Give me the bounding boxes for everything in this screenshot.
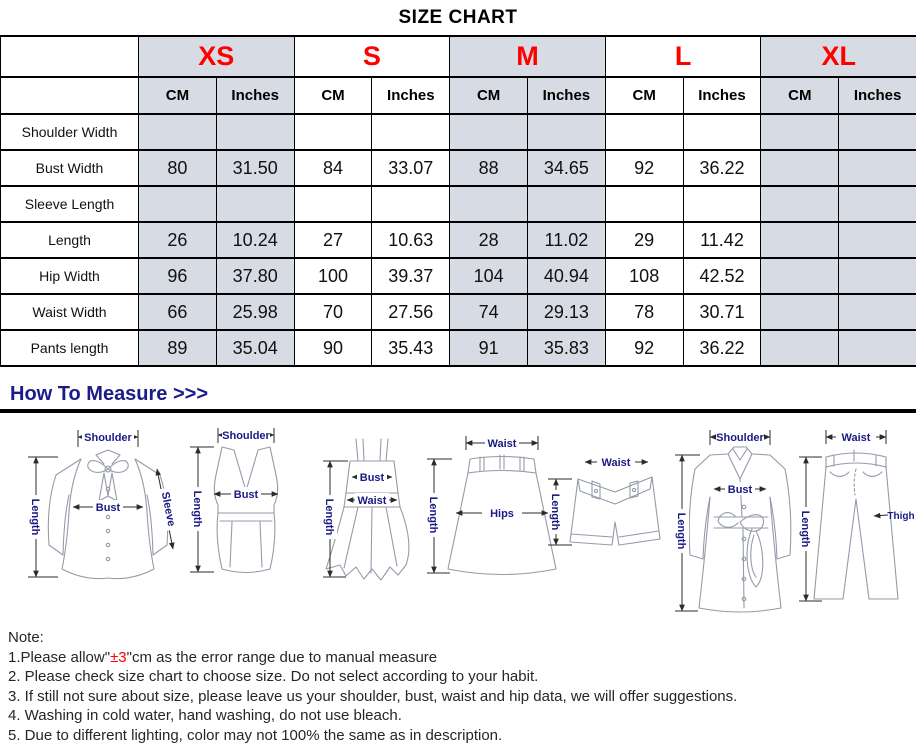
pants-thigh-label: Thigh	[887, 511, 914, 522]
tank-top-figure	[214, 447, 277, 573]
cell: 104	[450, 258, 528, 294]
cell	[216, 114, 294, 150]
cell	[450, 186, 528, 222]
coat-shoulder-label: Shoulder	[716, 432, 764, 444]
cell: 35.43	[372, 330, 450, 366]
note-line-2: 2. Please check size chart to choose size. Do not select according to your habit.	[8, 667, 916, 687]
cell: 35.04	[216, 330, 294, 366]
cell	[683, 186, 761, 222]
note-line-5: 5. Due to different lighting, color may not 100% the same as in description.	[8, 726, 916, 746]
unit-header-inches: Inches	[683, 77, 761, 114]
table-row	[1, 150, 916, 186]
cell	[761, 150, 839, 186]
coat-figure	[689, 447, 791, 612]
row-label: Hip Width	[1, 258, 139, 294]
cell: 37.80	[216, 258, 294, 294]
cell	[839, 222, 916, 258]
cell	[294, 186, 372, 222]
cell	[761, 258, 839, 294]
cell: 70	[294, 294, 372, 330]
notes-heading: Note:	[8, 628, 916, 648]
tank-length-label: Length	[191, 491, 203, 528]
unit-header-inches: Inches	[528, 77, 606, 114]
cell	[839, 150, 916, 186]
size-header-m: M	[450, 36, 606, 77]
tank-bust-label: Bust	[234, 489, 259, 501]
unit-header-inches: Inches	[216, 77, 294, 114]
row-label: Bust Width	[1, 150, 139, 186]
unit-header-row	[1, 77, 916, 114]
row-label: Sleeve Length	[1, 186, 139, 222]
cell: 11.02	[528, 222, 606, 258]
cell	[605, 114, 683, 150]
cell: 78	[605, 294, 683, 330]
cell	[216, 186, 294, 222]
cell	[761, 294, 839, 330]
table-row	[1, 330, 916, 366]
shorts-length-label: Length	[549, 494, 561, 531]
blouse-shoulder-label: Shoulder	[84, 432, 132, 444]
cell: 39.37	[372, 258, 450, 294]
size-header-xs: XS	[139, 36, 295, 77]
notes-section	[0, 622, 916, 755]
dress-bust-label: Bust	[360, 472, 385, 484]
section-divider	[0, 409, 916, 413]
cell	[839, 294, 916, 330]
cell	[761, 186, 839, 222]
cell	[761, 114, 839, 150]
unit-header-cm: CM	[605, 77, 683, 114]
cell	[761, 222, 839, 258]
cell	[450, 114, 528, 150]
cell: 29.13	[528, 294, 606, 330]
cell: 80	[139, 150, 217, 186]
cell: 27	[294, 222, 372, 258]
table-row	[1, 114, 916, 150]
cell: 92	[605, 330, 683, 366]
unit-header-inches: Inches	[372, 77, 450, 114]
cell: 10.24	[216, 222, 294, 258]
dress-waist-label: Waist	[358, 495, 387, 507]
dress-figure	[326, 439, 409, 580]
pants-waist-label: Waist	[842, 432, 871, 444]
cell: 40.94	[528, 258, 606, 294]
size-header-l: L	[605, 36, 761, 77]
cell: 90	[294, 330, 372, 366]
cell: 89	[139, 330, 217, 366]
row-label: Waist Width	[1, 294, 139, 330]
cell	[761, 330, 839, 366]
page-title: SIZE CHART	[0, 0, 916, 35]
skirt-waist-label: Waist	[488, 438, 517, 450]
cell: 33.07	[372, 150, 450, 186]
cell: 42.52	[683, 258, 761, 294]
size-header-row	[1, 36, 916, 77]
table-row	[1, 258, 916, 294]
corner-cell	[1, 36, 139, 77]
cell: 96	[139, 258, 217, 294]
cell: 108	[605, 258, 683, 294]
cell: 27.56	[372, 294, 450, 330]
cell: 31.50	[216, 150, 294, 186]
blouse-bust-label: Bust	[96, 502, 121, 514]
cell	[839, 114, 916, 150]
cell	[683, 114, 761, 150]
blouse-sleeve-label: Sleeve	[159, 491, 177, 528]
skirt-length-label: Length	[427, 497, 439, 534]
size-table	[0, 35, 916, 367]
cell: 36.22	[683, 330, 761, 366]
corner-cell	[1, 77, 139, 114]
cell: 92	[605, 150, 683, 186]
note-line-4: 4. Washing in cold water, hand washing, do not use bleach.	[8, 706, 916, 726]
cell	[139, 114, 217, 150]
cell: 100	[294, 258, 372, 294]
cell: 88	[450, 150, 528, 186]
row-label: Length	[1, 222, 139, 258]
pants-length-label: Length	[799, 511, 811, 548]
cell	[372, 114, 450, 150]
table-row	[1, 294, 916, 330]
unit-header-cm: CM	[761, 77, 839, 114]
cell: 25.98	[216, 294, 294, 330]
cell: 36.22	[683, 150, 761, 186]
coat-bust-label: Bust	[728, 484, 753, 496]
note-1-tolerance: ±3	[110, 649, 127, 666]
note-1-suffix: "cm as the error range due to manual measure	[127, 649, 437, 666]
blouse-length-label: Length	[29, 499, 41, 536]
cell: 10.63	[372, 222, 450, 258]
cell: 30.71	[683, 294, 761, 330]
measure-section-heading: How To Measure >>>	[0, 383, 916, 406]
cell: 74	[450, 294, 528, 330]
blouse-figure	[48, 450, 167, 579]
cell: 91	[450, 330, 528, 366]
measure-diagrams	[0, 417, 916, 622]
row-label: Pants length	[1, 330, 139, 366]
cell	[528, 114, 606, 150]
note-1-prefix: 1.Please allow"	[8, 649, 110, 666]
cell: 26	[139, 222, 217, 258]
cell: 11.42	[683, 222, 761, 258]
cell	[839, 258, 916, 294]
pants-figure	[814, 450, 898, 599]
cell	[372, 186, 450, 222]
unit-header-cm: CM	[294, 77, 372, 114]
cell	[839, 186, 916, 222]
cell: 35.83	[528, 330, 606, 366]
size-header-s: S	[294, 36, 450, 77]
cell	[839, 330, 916, 366]
dress-length-label: Length	[323, 499, 335, 536]
cell: 66	[139, 294, 217, 330]
note-line-1	[8, 648, 916, 668]
row-label: Shoulder Width	[1, 114, 139, 150]
table-row	[1, 186, 916, 222]
note-line-3: 3. If still not sure about size, please leave us your shoulder, bust, waist and hip data, we will offer suggestions.	[8, 687, 916, 707]
cell: 29	[605, 222, 683, 258]
cell: 84	[294, 150, 372, 186]
skirt-hips-label: Hips	[490, 508, 514, 520]
coat-length-label: Length	[675, 513, 687, 550]
unit-header-inches: Inches	[839, 77, 916, 114]
unit-header-cm: CM	[450, 77, 528, 114]
cell	[139, 186, 217, 222]
size-header-xl: XL	[761, 36, 916, 77]
shorts-figure	[570, 477, 660, 545]
tank-shoulder-label: Shoulder	[222, 430, 270, 442]
shorts-waist-label: Waist	[602, 457, 631, 469]
table-row	[1, 222, 916, 258]
cell: 28	[450, 222, 528, 258]
cell	[294, 114, 372, 150]
cell: 34.65	[528, 150, 606, 186]
cell	[528, 186, 606, 222]
cell	[605, 186, 683, 222]
unit-header-cm: CM	[139, 77, 217, 114]
